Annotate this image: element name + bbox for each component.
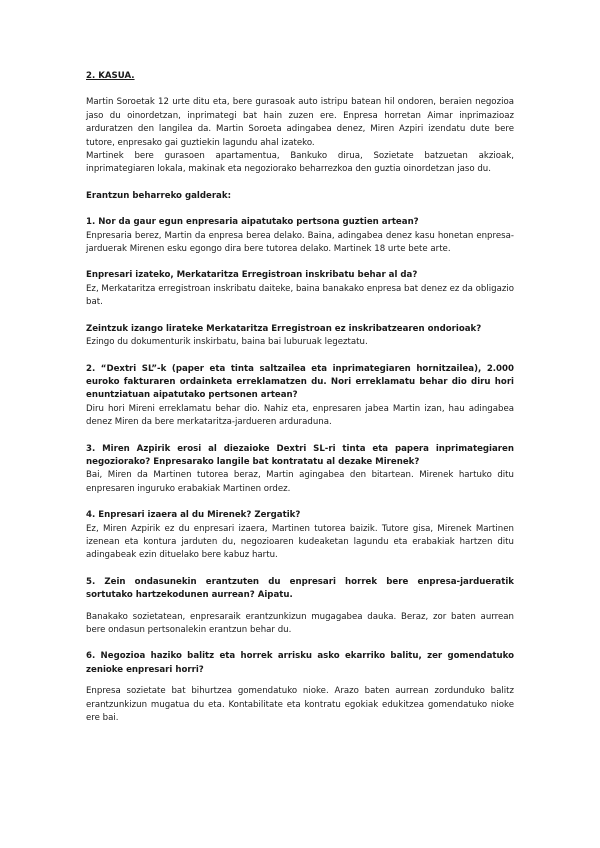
answer-5: Banakako sozietatean, enpresaraik erantzunkizun mugagabea dauka. Beraz, zor baten aurrean bere ondasun pertsonalekin erantzun behar du. xyxy=(86,611,514,635)
question-1c: Zeintzuk izango lirateke Merkataritza Erregistroan ez inskribatzearen ondorioak? xyxy=(86,323,482,334)
intro-paragraph-1: Martin Soroetak 12 urte ditu eta, bere gurasoak auto istripu batean hil ondoren, beraien negozioa jaso du oinordetzan, inprimategi bat hain zuzen ere. Enpresa horretan Aimar inprimazioaz arduratzen den langilea da. Martin Soroeta adingabea denez, Miren Azpiri izendatu dute bere tutore, enpresako gai guztiekin lagundu ahal izateko. xyxy=(86,97,514,148)
question-3: 3. Miren Azpirik erosi al diezaioke Dextri SL-ri tinta eta papera inprimategiaren negoziorako? Enpresarako langile bat kontratatu al dezake Mirenek? xyxy=(86,443,514,467)
answer-1b: Ez, Merkataritza erregistroan inskribatu daiteke, baina banakako enpresa bat denez ez da obligazio bat. xyxy=(86,283,514,308)
answer-1c: Ezingo du dokumenturik inskirbatu, baina bai luburuak legeztatu. xyxy=(86,337,368,348)
question-4: 4. Enpresari izaera al du Mirenek? Zergatik? xyxy=(86,510,301,521)
question-5: 5. Zein ondasunekin erantzuten du enpresari horrek bere enpresa-jardueratik sortutako hartzekodunen aurrean? Aipatu. xyxy=(86,576,514,601)
question-2: 2. “Dextri SL”-k (paper eta tinta saltzailea eta inprimategiaren hornitzailea), 2.000 euroko fakturaren ordainketa erreklamatzen du. Nori erreklamatu behar dio diru hori enuntziatuan aipatutako pertsonen artean? xyxy=(86,363,514,401)
answer-6: Enpresa sozietate bat bihurtzea gomendatuko nioke. Arazo baten aurrean zordunduko balitz erantzunkizun mugatua du eta. Kontabilitate eta kontratu egokiak edukitzea gomendatuko nioke ere bai. xyxy=(86,686,514,724)
question-1b: Enpresari izateko, Merkataritza Erregistroan inskribatu behar al da? xyxy=(86,270,418,281)
answer-4: Ez, Miren Azpirik ez du enpresari izaera, Martinen tutorea baizik. Tutore gisa, Mirenek Martinen izenean eta kontura jarduten du, negozioaren kudeaketan lagundu eta erabakiak hartzen ditu adingabeak ezin dituelako bere kabuz hartu. xyxy=(86,523,514,561)
intro-paragraph-2: Martinek bere gurasoen apartamentua, Bankuko dirua, Sozietate batzuetan akzioak, inprimategiaren lokala, makinak eta negoziorako beharrezkoa den guztia oinordetzan jaso du. xyxy=(86,151,514,175)
question-1: 1. Nor da gaur egun enpresaria aipatutako pertsona guztien artean? xyxy=(86,217,419,228)
case-title: 2. KASUA. xyxy=(86,71,135,81)
answer-3: Bai, Miren da Martinen tutorea beraz, Martin agingabea den bitartean. Mirenek hartuko ditu enpresaren inguruko erabakiak Martinen ordez. xyxy=(86,470,514,494)
answer-2: Diru hori Mireni erreklamatu behar dio. Nahiz eta, enpresaren jabea Martin izan, hau adingabea denez Miren da bere merkataritza-jardueren arduraduna. xyxy=(86,403,514,428)
answer-1: Enpresaria berez, Martin da enpresa berea delako. Baina, adingabea denez kasu honetan enpresa-jarduerak Mirenen esku egongo dira bere tutorea delako. Martinek 18 urte bete arte. xyxy=(86,230,514,255)
document-page xyxy=(86,70,514,725)
question-6: 6. Negozioa haziko balitz eta horrek arrisku asko ekarriko balitu, zer gomendatuko zenioke enpresari horri? xyxy=(86,651,514,675)
questions-label: Erantzun beharreko galderak: xyxy=(86,190,232,201)
